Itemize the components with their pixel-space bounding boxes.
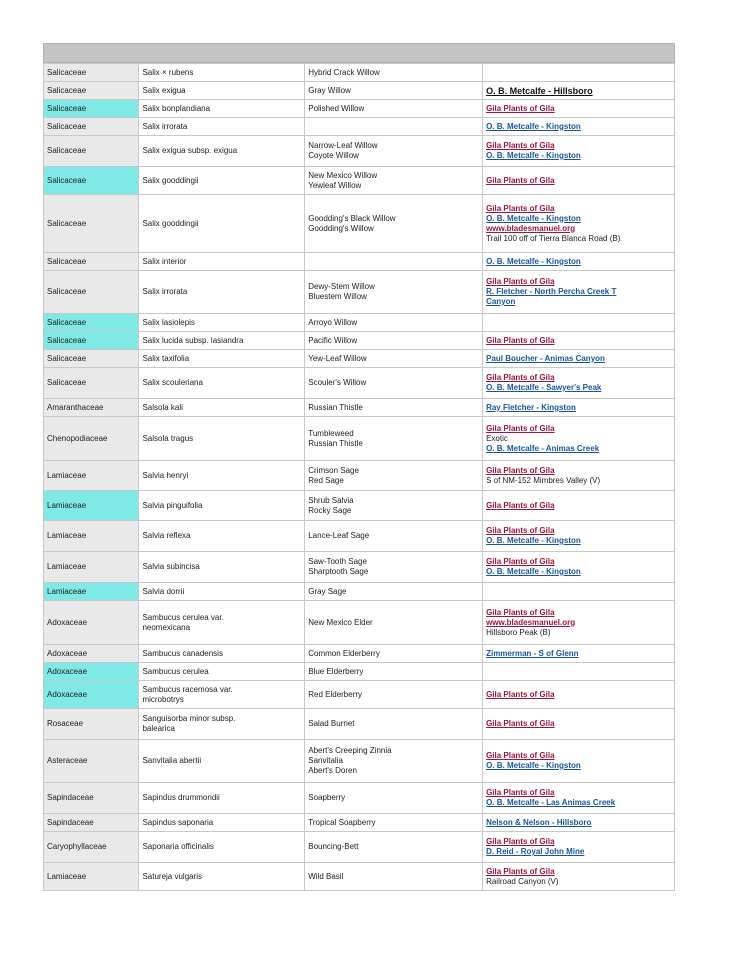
family-cell: Asteraceae <box>44 740 139 783</box>
links-cell <box>483 521 675 552</box>
links-cell <box>483 167 675 195</box>
table-row <box>44 417 675 461</box>
common-name-cell-line: Red Elderberry <box>308 689 363 699</box>
species-table-body <box>44 64 675 891</box>
species-cell-line: Salvia henryi <box>142 470 189 480</box>
source-link[interactable]: O. B. Metcalfe - Kingston <box>486 151 581 160</box>
links-cell <box>483 814 675 832</box>
common-name-cell <box>305 167 483 195</box>
common-name-cell-line: Dewy-Stem Willow <box>308 282 375 291</box>
table-row <box>44 681 675 709</box>
source-link[interactable]: Gila Plants of Gila <box>486 203 555 213</box>
common-name-cell-line: Bouncing-Bett <box>308 842 359 851</box>
species-cell-line: Salix irrorata <box>142 121 188 131</box>
species-cell-line: Salix exigua <box>142 85 186 95</box>
common-name-cell-line: Wild Basil <box>308 871 344 881</box>
common-name-cell-line: Salad Burnet <box>308 719 355 728</box>
common-name-cell <box>305 783 483 814</box>
common-name-cell <box>305 314 483 332</box>
species-cell <box>139 167 305 195</box>
common-name-cell-line: Goodding's Black Willow <box>308 213 396 223</box>
species-cell <box>139 332 305 350</box>
species-cell <box>139 645 305 663</box>
family-cell: Adoxaceae <box>44 663 139 681</box>
source-link[interactable]: Gila Plants of Gila <box>486 335 555 345</box>
source-link[interactable]: Gila Plants of Gila <box>486 526 555 535</box>
species-cell <box>139 314 305 332</box>
links-cell <box>483 740 675 783</box>
common-name-cell-line: Yew-Leaf Willow <box>308 353 367 363</box>
table-row <box>44 136 675 167</box>
common-name-cell <box>305 645 483 663</box>
common-name-cell <box>305 601 483 645</box>
family-cell: Adoxaceae <box>44 601 139 645</box>
table-row <box>44 82 675 100</box>
source-link[interactable]: Gila Plants of Gila <box>486 866 555 876</box>
species-cell <box>139 195 305 253</box>
source-link[interactable]: O. B. Metcalfe - Kingston <box>486 761 581 770</box>
source-link[interactable]: Paul Boucher - Animas Canyon <box>486 353 605 363</box>
common-name-cell <box>305 332 483 350</box>
family-cell: Amaranthaceae <box>44 399 139 417</box>
common-name-cell-line: Tropical Soapberry <box>308 817 376 827</box>
common-name-cell-line: Common Elderberry <box>308 648 380 658</box>
table-row <box>44 783 675 814</box>
species-cell-line: Sanguisorba minor subsp. <box>142 714 236 723</box>
species-cell <box>139 552 305 583</box>
source-link[interactable]: O. B. Metcalfe - Kingston <box>486 536 581 545</box>
source-link[interactable]: Gila Plants of Gila <box>486 719 555 728</box>
common-name-cell <box>305 195 483 253</box>
species-cell-line: Salix scouleriana <box>142 378 203 387</box>
species-cell <box>139 663 305 681</box>
species-cell <box>139 740 305 783</box>
species-cell <box>139 100 305 118</box>
table-row <box>44 368 675 399</box>
species-cell <box>139 709 305 740</box>
species-cell <box>139 350 305 368</box>
common-name-cell <box>305 491 483 521</box>
common-name-cell-line: Gray Willow <box>308 85 351 95</box>
common-name-cell-line: Lance-Leaf Sage <box>308 531 370 540</box>
common-name-cell <box>305 681 483 709</box>
family-cell: Salicaceae <box>44 314 139 332</box>
species-cell <box>139 491 305 521</box>
common-name-cell-line: New Mexico Elder <box>308 617 373 627</box>
table-row <box>44 663 675 681</box>
species-cell-line: Sanvitalia abertii <box>142 756 202 765</box>
common-name-cell-line: Soapberry <box>308 793 346 802</box>
species-cell-line: Salix gooddingii <box>142 218 199 228</box>
common-name-cell-line: Russian Thistle <box>308 438 363 448</box>
common-name-cell <box>305 552 483 583</box>
links-cell <box>483 681 675 709</box>
table-row <box>44 814 675 832</box>
family-cell: Rosaceae <box>44 709 139 740</box>
species-cell <box>139 253 305 271</box>
common-name-cell-line: Tumbleweed <box>308 428 354 438</box>
common-name-cell <box>305 368 483 399</box>
links-cell <box>483 552 675 583</box>
family-cell: Salicaceae <box>44 167 139 195</box>
header-band <box>43 43 675 63</box>
species-cell <box>139 832 305 863</box>
table-row <box>44 583 675 601</box>
species-cell <box>139 601 305 645</box>
links-cell <box>483 417 675 461</box>
links-cell <box>483 399 675 417</box>
source-link[interactable]: www.bladesmanuel.org <box>486 617 576 627</box>
source-link[interactable]: O. B. Metcalfe - Kingston <box>486 121 581 131</box>
species-cell-line: Salvia dorrii <box>142 586 185 596</box>
source-link[interactable]: Gila Plants of Gila <box>486 141 555 150</box>
species-cell <box>139 136 305 167</box>
species-cell-line: Salsola tragus <box>142 433 194 443</box>
family-cell: Salicaceae <box>44 271 139 314</box>
species-cell-line: Salvia reflexa <box>142 531 191 540</box>
family-cell: Lamiaceae <box>44 461 139 491</box>
common-name-cell <box>305 740 483 783</box>
species-cell-line: Sapindus saponaria <box>142 817 214 827</box>
links-cell <box>483 314 675 332</box>
species-cell-line: Saponaria officinalis <box>142 842 214 851</box>
family-cell: Salicaceae <box>44 64 139 82</box>
family-cell: Caryophyllaceae <box>44 832 139 863</box>
species-cell-line: Salix lasiolepis <box>142 317 195 327</box>
table-row <box>44 332 675 350</box>
common-name-cell-line: Russian Thistle <box>308 402 363 412</box>
common-name-cell-line: Polished Willow <box>308 103 365 113</box>
table-row <box>44 491 675 521</box>
table-row <box>44 271 675 314</box>
family-cell: Salicaceae <box>44 136 139 167</box>
links-cell <box>483 253 675 271</box>
species-cell-line: Sapindus drummondii <box>142 793 220 802</box>
common-name-cell <box>305 64 483 82</box>
links-cell <box>483 491 675 521</box>
table-row <box>44 399 675 417</box>
source-link[interactable]: O. B. Metcalfe - Kingston <box>486 567 581 576</box>
source-link[interactable]: O. B. Metcalfe - Hillsboro <box>486 85 593 96</box>
common-name-cell-line: Sharptooth Sage <box>308 567 369 576</box>
table-row <box>44 740 675 783</box>
common-name-cell-line: Coyote Willow <box>308 151 359 160</box>
common-name-cell-line: Yewleaf Willow <box>308 180 362 190</box>
location-note: Exotic <box>486 433 508 443</box>
family-cell: Salicaceae <box>44 350 139 368</box>
species-cell <box>139 118 305 136</box>
species-cell <box>139 863 305 891</box>
links-cell <box>483 82 675 100</box>
species-cell-line: Salvia pinguifolia <box>142 500 203 510</box>
source-link[interactable]: O. B. Metcalfe - Kingston <box>486 213 581 223</box>
species-cell-line: Sambucus racemosa var. <box>142 684 233 694</box>
species-cell <box>139 461 305 491</box>
location-note: S of NM-152 Mimbres Valley (V) <box>486 475 601 485</box>
links-cell <box>483 709 675 740</box>
common-name-cell <box>305 253 483 271</box>
source-link[interactable]: Gila Plants of Gila <box>486 175 555 185</box>
links-cell <box>483 645 675 663</box>
common-name-cell-line: Abert's Doren <box>308 766 357 775</box>
source-link[interactable]: Gila Plants of Gila <box>486 373 555 382</box>
family-cell: Lamiaceae <box>44 583 139 601</box>
family-cell: Salicaceae <box>44 195 139 253</box>
species-cell <box>139 814 305 832</box>
species-cell <box>139 399 305 417</box>
species-cell <box>139 271 305 314</box>
species-cell-line: Salix irrorata <box>142 287 188 296</box>
source-link[interactable]: Gila Plants of Gila <box>486 607 555 617</box>
links-cell <box>483 332 675 350</box>
table-row <box>44 314 675 332</box>
family-cell: Lamiaceae <box>44 863 139 891</box>
species-cell-line: Salvia subincisa <box>142 562 200 571</box>
common-name-cell <box>305 350 483 368</box>
common-name-cell-line: Hybrid Crack Willow <box>308 67 380 77</box>
family-cell: Lamiaceae <box>44 491 139 521</box>
common-name-cell <box>305 863 483 891</box>
species-cell <box>139 783 305 814</box>
links-cell <box>483 461 675 491</box>
species-sheet <box>43 43 675 891</box>
source-link[interactable]: O. B. Metcalfe - Kingston <box>486 256 581 266</box>
source-link[interactable]: Canyon <box>486 297 516 306</box>
table-row <box>44 552 675 583</box>
species-cell-line: balearica <box>142 724 175 733</box>
location-note: Trail 100 off of Tierra Blanca Road (B) <box>486 233 621 243</box>
species-cell-line: Sambucus cerulea var. <box>142 612 224 622</box>
species-cell-line: neomexicana <box>142 622 191 632</box>
links-cell <box>483 64 675 82</box>
species-cell <box>139 368 305 399</box>
source-link[interactable]: Gila Plants of Gila <box>486 837 555 846</box>
common-name-cell <box>305 663 483 681</box>
source-link[interactable]: Gila Plants of Gila <box>486 423 555 433</box>
species-cell-line: Salix gooddingii <box>142 175 199 185</box>
common-name-cell <box>305 709 483 740</box>
common-name-cell-line: Arroyo Willow <box>308 317 358 327</box>
table-row <box>44 863 675 891</box>
common-name-cell <box>305 814 483 832</box>
family-cell: Adoxaceae <box>44 645 139 663</box>
species-cell-line: Salix bonplandiana <box>142 103 211 113</box>
common-name-cell <box>305 417 483 461</box>
links-cell <box>483 136 675 167</box>
species-cell-line: microbotrys <box>142 694 184 704</box>
source-link[interactable]: Gila Plants of Gila <box>486 465 555 475</box>
links-cell <box>483 118 675 136</box>
source-link[interactable]: O. B. Metcalfe - Animas Creek <box>486 443 600 453</box>
table-row <box>44 118 675 136</box>
species-cell <box>139 521 305 552</box>
source-link[interactable]: www.bladesmanuel.org <box>486 223 576 233</box>
common-name-cell-line: Scouler's Willow <box>308 378 367 387</box>
species-cell-line: Salix exigua subsp. exigua <box>142 146 238 155</box>
common-name-cell <box>305 100 483 118</box>
species-cell <box>139 64 305 82</box>
common-name-cell <box>305 399 483 417</box>
species-cell-line: Salix lucida subsp. lasiandra <box>142 335 244 345</box>
table-row <box>44 645 675 663</box>
source-link[interactable]: Gila Plants of Gila <box>486 557 555 566</box>
source-link[interactable]: Nelson & Nelson - Hillsboro <box>486 817 592 827</box>
species-cell-line: Salsola kali <box>142 402 183 412</box>
family-cell: Adoxaceae <box>44 681 139 709</box>
common-name-cell-line: Sanvitalia <box>308 756 343 765</box>
common-name-cell-line: Crimson Sage <box>308 465 359 475</box>
species-cell <box>139 583 305 601</box>
links-cell <box>483 663 675 681</box>
family-cell: Chenopodiaceae <box>44 417 139 461</box>
family-cell: Sapindaceae <box>44 814 139 832</box>
common-name-cell <box>305 82 483 100</box>
links-cell <box>483 863 675 891</box>
family-cell: Lamiaceae <box>44 521 139 552</box>
table-row <box>44 709 675 740</box>
family-cell: Salicaceae <box>44 118 139 136</box>
links-cell <box>483 195 675 253</box>
common-name-cell-line: New Mexico Willow <box>308 170 378 180</box>
table-row <box>44 64 675 82</box>
family-cell: Salicaceae <box>44 100 139 118</box>
common-name-cell-line: Gray Sage <box>308 586 347 596</box>
family-cell: Salicaceae <box>44 253 139 271</box>
table-row <box>44 195 675 253</box>
links-cell <box>483 583 675 601</box>
source-link[interactable]: O. B. Metcalfe - Sawyer's Peak <box>486 383 602 392</box>
source-link[interactable]: R. Fletcher - North Percha Creek T <box>486 287 617 296</box>
species-cell <box>139 82 305 100</box>
table-row <box>44 601 675 645</box>
common-name-cell <box>305 136 483 167</box>
source-link[interactable]: O. B. Metcalfe - Las Animas Creek <box>486 798 616 807</box>
species-cell <box>139 681 305 709</box>
links-cell <box>483 100 675 118</box>
common-name-cell-line: Red Sage <box>308 475 344 485</box>
common-name-cell <box>305 583 483 601</box>
species-cell-line: Salix × rubens <box>142 67 194 77</box>
source-link[interactable]: Gila Plants of Gila <box>486 751 555 760</box>
common-name-cell-line: Shrub Salvia <box>308 495 354 505</box>
source-link[interactable]: Gila Plants of Gila <box>486 103 555 113</box>
common-name-cell <box>305 521 483 552</box>
species-cell-line: Sambucus cerulea <box>142 666 209 676</box>
common-name-cell <box>305 461 483 491</box>
links-cell <box>483 601 675 645</box>
links-cell <box>483 350 675 368</box>
species-cell <box>139 417 305 461</box>
species-cell-line: Salix interior <box>142 256 187 266</box>
species-table <box>43 63 675 891</box>
family-cell: Lamiaceae <box>44 552 139 583</box>
source-link[interactable]: Ray Fletcher - Kingston <box>486 402 576 412</box>
family-cell: Salicaceae <box>44 82 139 100</box>
common-name-cell-line: Saw-Tooth Sage <box>308 557 367 566</box>
table-row <box>44 100 675 118</box>
common-name-cell-line: Rocky Sage <box>308 505 352 515</box>
source-link[interactable]: Zimmerman - S of Glenn <box>486 648 579 658</box>
location-note: Railroad Canyon (V) <box>486 876 559 886</box>
common-name-cell <box>305 271 483 314</box>
table-row <box>44 521 675 552</box>
common-name-cell-line: Bluestem Willow <box>308 292 367 301</box>
common-name-cell-line: Pacific Willow <box>308 335 358 345</box>
family-cell: Sapindaceae <box>44 783 139 814</box>
species-cell-line: Sambucus canadensis <box>142 648 223 658</box>
table-row <box>44 832 675 863</box>
table-row <box>44 253 675 271</box>
source-link[interactable]: Gila Plants of Gila <box>486 500 555 510</box>
source-link[interactable]: Gila Plants of Gila <box>486 788 555 797</box>
species-cell-line: Salix taxifolia <box>142 353 190 363</box>
source-link[interactable]: D. Reid - Royal John Mine <box>486 847 585 856</box>
common-name-cell <box>305 832 483 863</box>
links-cell <box>483 783 675 814</box>
links-cell <box>483 271 675 314</box>
family-cell: Salicaceae <box>44 368 139 399</box>
species-cell-line: Satureja vulgaris <box>142 871 203 881</box>
location-note: Hillsboro Peak (B) <box>486 627 551 637</box>
source-link[interactable]: Gila Plants of Gila <box>486 277 555 286</box>
common-name-cell-line: Abert's Creeping Zinnia <box>308 746 392 755</box>
common-name-cell-line: Blue Elderberry <box>308 666 364 676</box>
source-link[interactable]: Gila Plants of Gila <box>486 689 555 699</box>
links-cell <box>483 832 675 863</box>
common-name-cell-line: Narrow-Leaf Willow <box>308 141 378 150</box>
table-row <box>44 350 675 368</box>
table-row <box>44 461 675 491</box>
table-row <box>44 167 675 195</box>
common-name-cell <box>305 118 483 136</box>
common-name-cell-line: Goodding's Willow <box>308 223 374 233</box>
family-cell: Salicaceae <box>44 332 139 350</box>
links-cell <box>483 368 675 399</box>
